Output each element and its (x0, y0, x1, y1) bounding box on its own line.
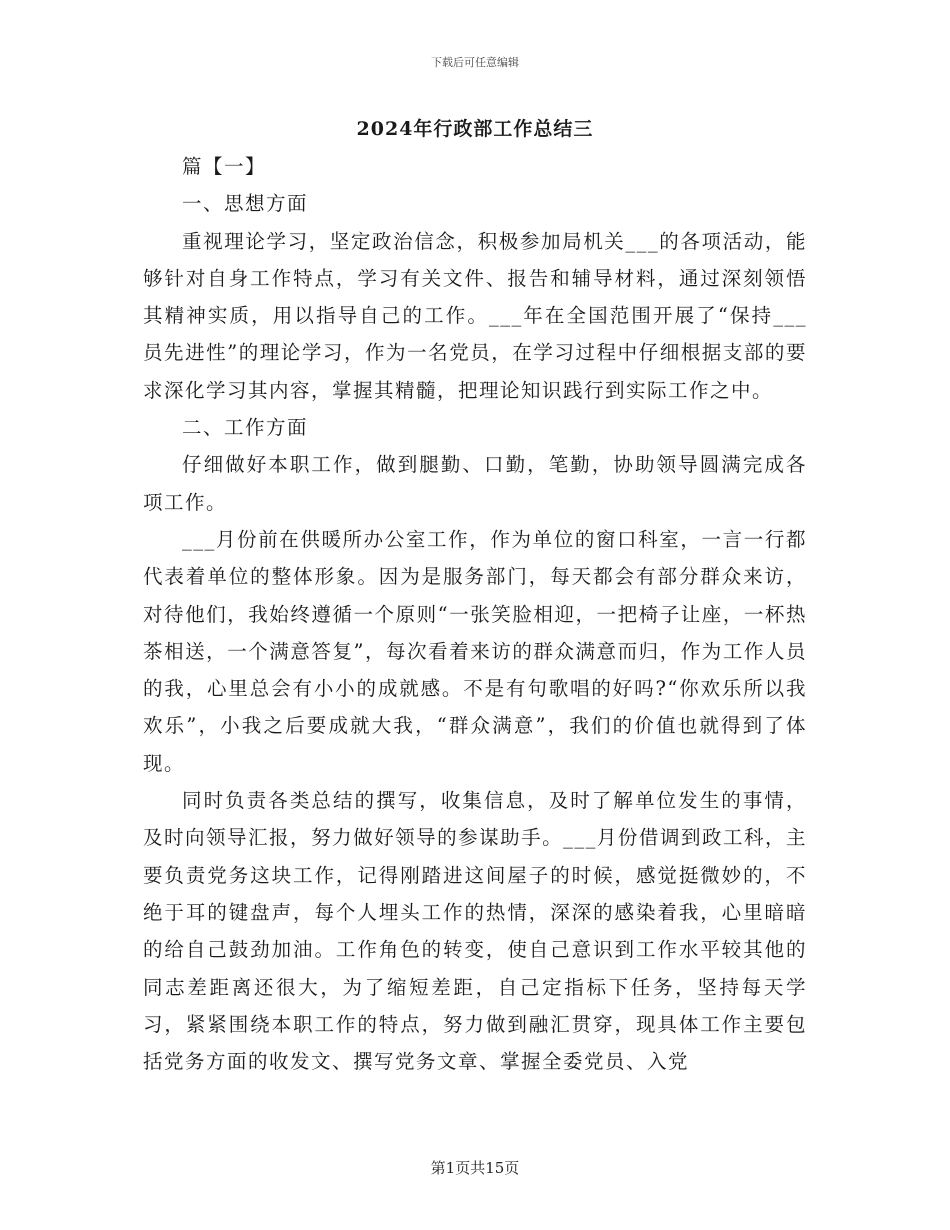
document-title: 2024年行政部工作总结三 (356, 118, 594, 140)
paragraph: 同时负责各类总结的撰写，收集信息，及时了解单位发生的事情，及时向领导汇报，努力做好领导的参谋助手。___月份借调到政工科，主要负责党务这块工作，记得刚踏进这间屋子的时候，感觉挺微妙的，不绝于耳的键盘声，每个人埋头工作的热情，深深的感染着我，心里暗暗的给自己鼓劲加油。工作角色的转变，使自己意识到工作水平较其他的同志差距离还很大，为了缩短差距，自己定指标下任务，坚持每天学习，紧紧围绕本职工作的特点，努力做到融汇贯穿，现具体工作主要包括党务方面的收发文、撰写党务文章、掌握全委党员、入党 (143, 789, 807, 1074)
page-number: 第1页共15页 (430, 1159, 520, 1177)
document-body (143, 148, 807, 1080)
section-label: 篇【一】 (182, 155, 267, 178)
paragraph: 重视理论学习，坚定政治信念，积极参加局机关___的各项活动，能够针对自身工作特点，学习有关文件、报告和辅导材料，通过深刻领悟其精神实质，用以指导自己的工作。___年在全国范围开展了“保持___员先进性”的理论学习，作为一名党员，在学习过程中仔细根据支部的要求深化学习其内容，掌握其精髓，把理论知识践行到实际工作之中。 (143, 229, 807, 402)
heading-thought: 一、思想方面 (182, 192, 309, 216)
paragraph: ___月份前在供暖所办公室工作，作为单位的窗口科室，一言一行都代表着单位的整体形象。因为是服务部门，每天都会有部分群众来访，对待他们，我始终遵循一个原则“一张笑脸相迎，一把椅子让座，一杯热茶相送，一个满意答复”，每次看着来访的群众满意而归，作为工作人员的我，心里总会有小小的成就感。不是有句歌唱的好吗?“你欢乐所以我欢乐”，小我之后要成就大我，“群众满意”，我们的价值也就得到了体现。 (143, 527, 807, 775)
paragraph: 仔细做好本职工作，做到腿勤、口勤，笔勤，协助领导圆满完成各项工作。 (143, 453, 807, 514)
heading-work: 二、工作方面 (182, 416, 309, 440)
header-note: 下载后可任意编辑 (431, 56, 519, 69)
